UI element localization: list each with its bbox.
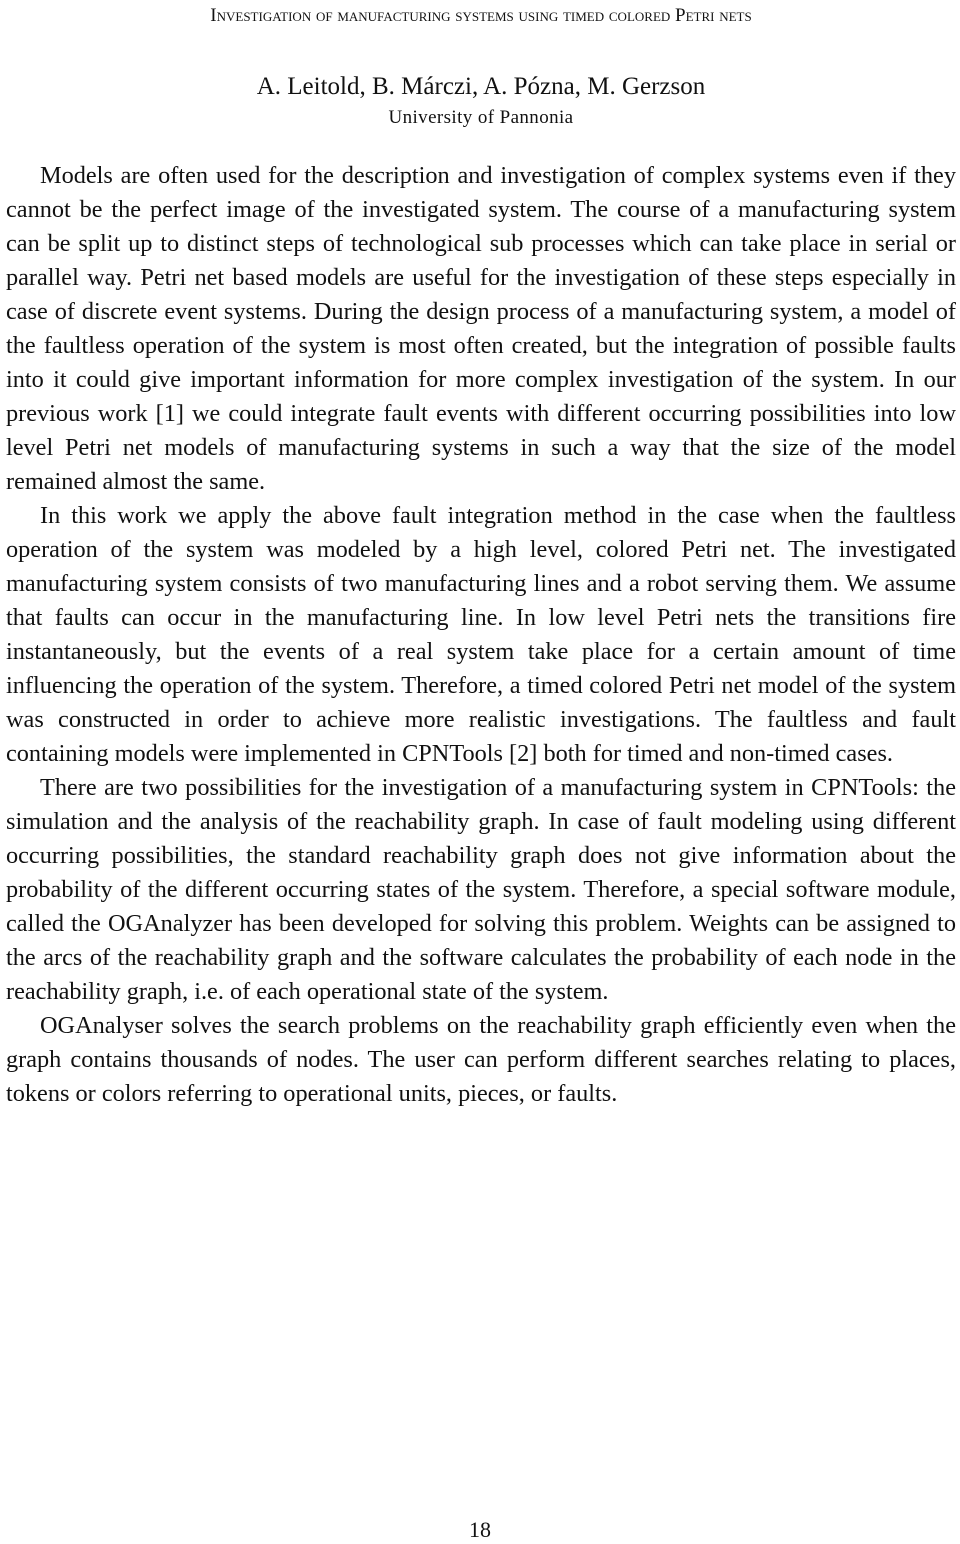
paper-page: [6, 0, 956, 1111]
paragraph-1: Models are often used for the description and investigation of complex systems even if they cannot be the perfect image of the investigated system. The course of a manufacturing system can be split up to distinct steps of technological sub processes which can take place in serial or parallel way. Petri net based models are useful for the investigation of these steps especially in case of discrete event systems. During the design process of a manufacturing system, a model of the faultless operation of the system is most often created, but the integration of possible faults into it could give important information for more complex investigation of the system. In our previous work [1] we could integrate fault events with different occurring possibilities into low level Petri net models of manufacturing systems in such a way that the size of the model remained almost the same.: [6, 162, 956, 495]
abstract-body: [6, 159, 956, 1111]
paragraph-4: OGAnalyser solves the search problems on the reachability graph efficiently even when the graph contains thousands of nodes. The user can perform different searches relating to places, tokens or colors referring to operational units, pieces, or faults.: [6, 1012, 956, 1107]
affiliation: University of Pannonia: [388, 107, 574, 128]
paper-title: Investigation of manufacturing systems using timed colored Petri nets: [210, 5, 752, 26]
paragraph-3: There are two possibilities for the investigation of a manufacturing system in CPNTools: the simulation and the analysis of the reachability graph. In case of fault modeling using different occurring possibilities, the standard reachability graph does not give information about the probability of the different occurring states of the system. Therefore, a special software module, called the OGAnalyzer has been developed for solving this problem. Weights can be assigned to the arcs of the reachability graph and the software calculates the probability of each node in the reachability graph, i.e. of each operational state of the system.: [6, 774, 956, 1005]
page-number: 18: [469, 1517, 491, 1542]
paragraph-2: In this work we apply the above fault integration method in the case when the faultless operation of the system was modeled by a high level, colored Petri net. The investigated manufacturing system consists of two manufacturing lines and a robot serving them. We assume that faults can occur in the manufacturing line. In low level Petri nets the transitions fire instantaneously, but the events of a real system take place for a certain amount of time influencing the operation of the system. Therefore, a timed colored Petri net model of the system was constructed in order to achieve more realistic investigations. The faultless and fault containing models were implemented in CPNTools [2] both for timed and non-timed cases.: [6, 502, 956, 767]
author-list: A. Leitold, B. Márczi, A. Pózna, M. Gerzson: [256, 73, 706, 100]
